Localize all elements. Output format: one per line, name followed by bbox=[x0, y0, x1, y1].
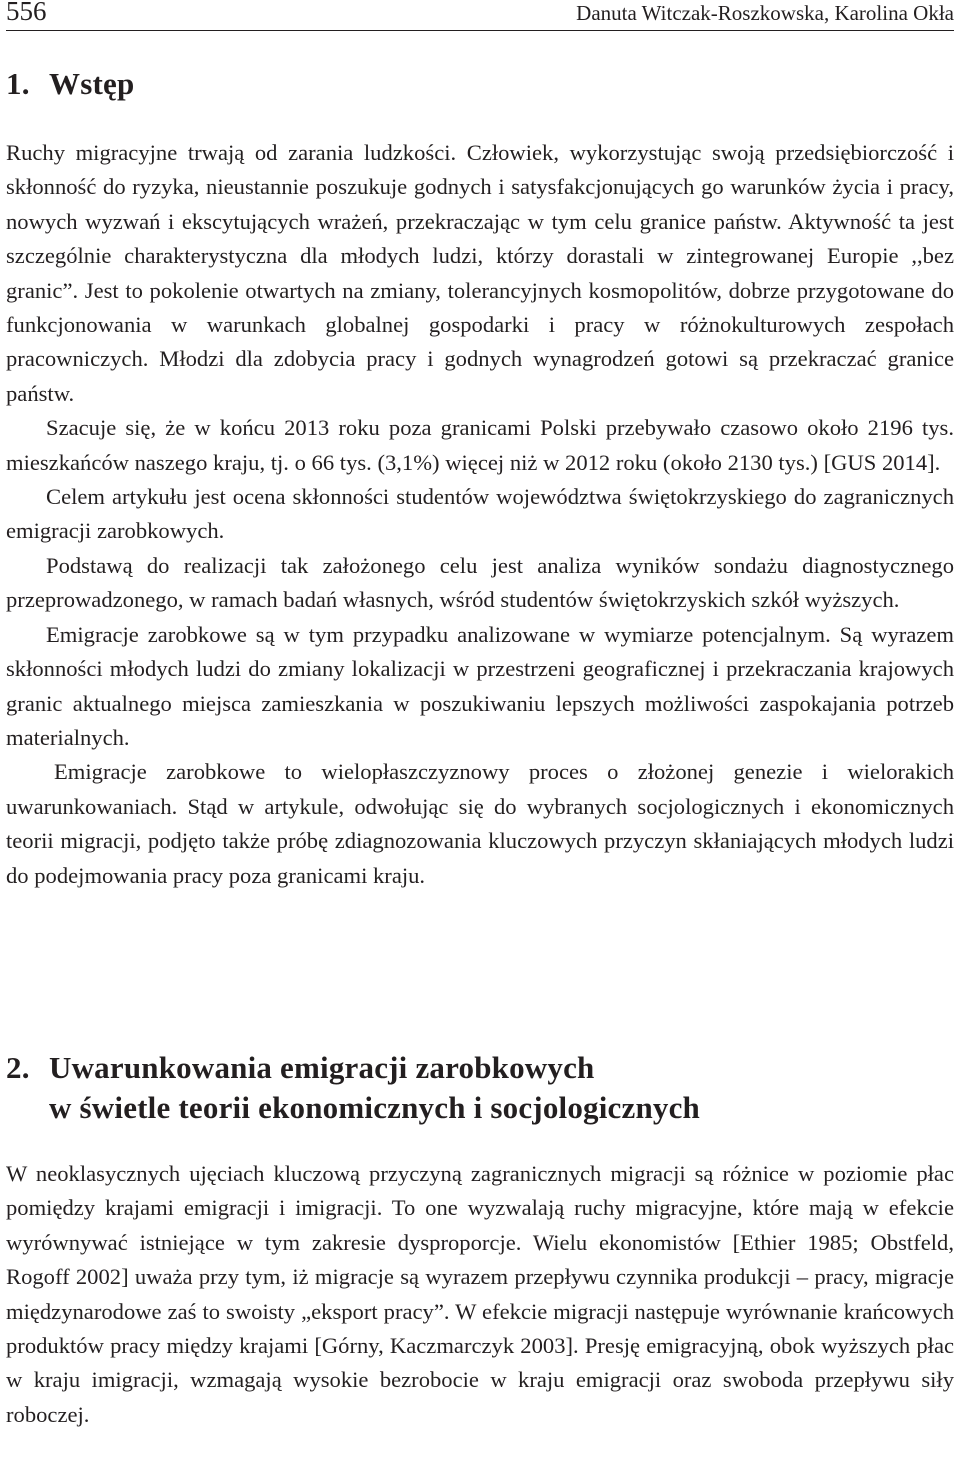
running-title-authors: Danuta Witczak-Roszkowska, Karolina Okła bbox=[576, 1, 954, 25]
paragraph: Szacuje się, że w końcu 2013 roku poza granicami Polski przebywało czasowo około 2196 tys. mieszkańców naszego kraju, tj. o 66 tys. (3,1%) więcej niż w 2012 roku (około 2130 tys.) [GUS 2014]. bbox=[6, 415, 954, 475]
section-2-number: 2. bbox=[6, 1050, 30, 1085]
section-1-body bbox=[6, 136, 954, 893]
section-2-body bbox=[6, 1157, 954, 1432]
section-2-title-line-2: w świetle teorii ekonomicznych i socjologicznych bbox=[49, 1090, 701, 1125]
section-1-title: Wstęp bbox=[49, 66, 135, 101]
paragraph: W neoklasycznych ujęciach kluczową przyczyną zagranicznych migracji są różnice w poziomie płac pomiędzy krajami emigracji i imigracji. To one wyzwalają ruchy migracyjne, które mają w efekcie wyrównywać istniejące w tym zakresie dysproporcje. Wielu ekonomistów [Ethier 1985; Obstfeld, Rogoff 2002] uważa przy tym, iż migracje są wyrazem przepływu czynnika produkcji – pracy, migracje międzynarodowe zaś to swoisty „eksport pracy”. W efekcie migracji następuje wyrównanie krańcowych produktów pracy między krajami [Górny, Kaczmarczyk 2003]. Presję emigracyjną, obok wyższych płac w kraju imigracji, wzmagają wysokie bezrobocie w kraju emigracji oraz swoboda przepływu siły roboczej. bbox=[6, 1161, 954, 1427]
running-header bbox=[6, 0, 954, 31]
paragraph: Ruchy migracyjne trwają od zarania ludzkości. Człowiek, wykorzystując swoją przedsiębiorczość i skłonność do ryzyka, nieustannie poszukuje godnych i satysfakcjonujących go warunków życia i pracy, nowych wyzwań i ekscytujących wrażeń, przekraczając w tym celu granice państw. Aktywność ta jest szczególnie charakterystyczna dla młodych ludzi, którzy dorastali w zintegrowanej Europie ,,bez granic”. Jest to pokolenie otwartych na zmiany, tolerancyjnych kosmopolitów, dobrze przygotowane do funkcjonowania w warunkach globalnej gospodarki i pracy w różnokulturowych zespołach pracowniczych. Młodzi dla zdobycia pracy i godnych wynagrodzeń gotowi są przekraczać granice państw. bbox=[6, 140, 954, 406]
section-2-title-line-1: Uwarunkowania emigracji zarobkowych bbox=[49, 1050, 595, 1085]
paragraph: Celem artykułu jest ocena skłonności studentów województwa świętokrzyskiego do zagranicznych emigracji zarobkowych. bbox=[6, 484, 954, 544]
section-1-number: 1. bbox=[6, 66, 30, 101]
paragraph: Emigracje zarobkowe są w tym przypadku analizowane w wymiarze potencjalnym. Są wyrazem skłonności młodych ludzi do zmiany lokalizacji w przestrzeni geograficznej i przekraczania krajowych granic aktualnego miejsca zamieszkania w poszukiwaniu lepszych możliwości zaspokajania potrzeb materialnych. bbox=[6, 621, 954, 750]
section-1-heading bbox=[6, 64, 954, 104]
section-2-heading bbox=[6, 1048, 954, 1128]
paragraph: Emigracje zarobkowe to wielopłaszczyznowy proces o złożonej genezie i wielorakich uwarunkowaniach. Stąd w artykule, odwołując się do wybranych socjologicznych i ekonomicznych teorii migracji, podjęto także próbę zdiagnozowania kluczowych przyczyn skłaniających młodych ludzi do podejmowania pracy poza granicami kraju. bbox=[6, 759, 954, 888]
paragraph: Podstawą do realizacji tak założonego celu jest analiza wyników sondażu diagnostycznego przeprowadzonego, w ramach badań własnych, wśród studentów świętokrzyskich szkół wyższych. bbox=[6, 552, 954, 613]
page-number: 556 bbox=[6, 0, 47, 26]
